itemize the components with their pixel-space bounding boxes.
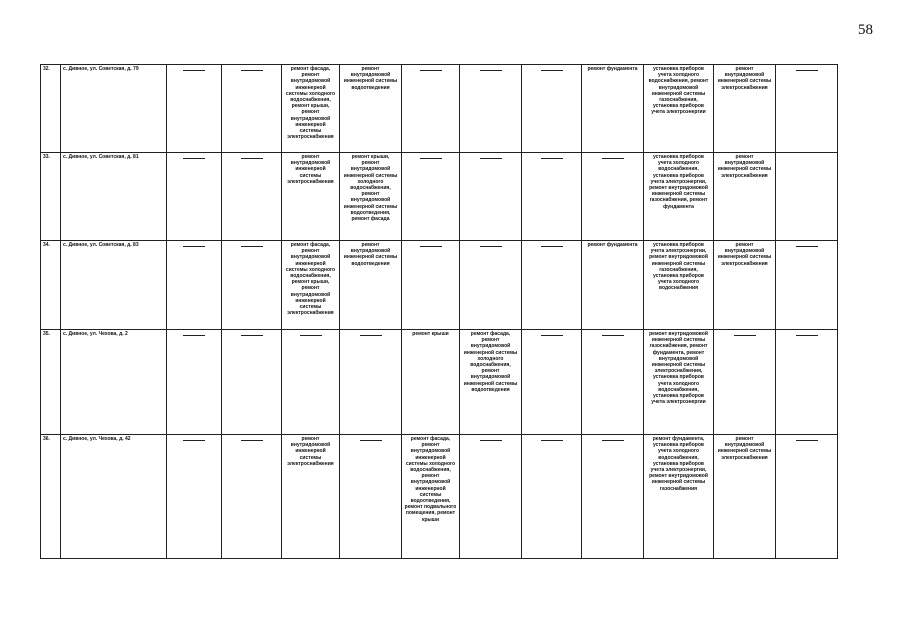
cell-c8 xyxy=(460,153,522,241)
cell-c10 xyxy=(582,65,644,153)
cell-c13 xyxy=(776,65,838,153)
cell-c6 xyxy=(340,330,402,435)
cell-c4 xyxy=(222,241,282,330)
cell-text: 33. xyxy=(43,154,50,160)
cell-c9 xyxy=(522,330,582,435)
cell-text: с. Дивное, ул. Чехова, д. 2 xyxy=(63,331,128,337)
cell-address xyxy=(61,153,167,241)
cell-c4 xyxy=(222,65,282,153)
cell-text: ремонт внутридомовой инженерной системы электроснабжения xyxy=(717,66,772,91)
cell-c9 xyxy=(522,153,582,241)
empty-dash xyxy=(796,70,818,71)
cell-c3 xyxy=(167,153,222,241)
cell-text: ремонт фасада, ремонт внутридомовой инженерной системы холодного водоснабжения, ремонт крыши, ремонт внутридомовой инженерной системы электроснабжения xyxy=(285,66,336,141)
cell-c5 xyxy=(282,330,340,435)
empty-dash xyxy=(183,246,205,247)
empty-dash xyxy=(796,335,818,336)
cell-c13 xyxy=(776,330,838,435)
table-row xyxy=(41,241,838,330)
cell-text: ремонт крыши, ремонт внутридомовой инженерной системы холодного водоснабжения, ремонт внутридомовой инженерной системы водоотведения, ремонт фасада xyxy=(343,154,398,223)
cell-address xyxy=(61,241,167,330)
cell-text: ремонт внутридомовой инженерной системы электроснабжения xyxy=(717,242,772,267)
cell-address xyxy=(61,65,167,153)
cell-c12 xyxy=(714,65,776,153)
empty-dash xyxy=(420,246,442,247)
cell-text: 36. xyxy=(43,436,50,442)
cell-text: ремонт внутридомовой инженерной системы водоотведения xyxy=(343,66,398,91)
cell-c8 xyxy=(460,65,522,153)
cell-text: установка приборов учета электроэнергии, ремонт внутридомовой инженерной системы газоснабжения, установка приборов учета холодного водоснабжения xyxy=(649,242,708,292)
cell-c3 xyxy=(167,65,222,153)
cell-text: с. Дивное, ул. Советская, д. 83 xyxy=(63,242,139,248)
cell-c7 xyxy=(402,65,460,153)
table-row xyxy=(41,153,838,241)
cell-c10 xyxy=(582,153,644,241)
cell-c12 xyxy=(714,435,776,559)
cell-c3 xyxy=(167,241,222,330)
empty-dash xyxy=(734,335,756,336)
cell-c5 xyxy=(282,435,340,559)
empty-dash xyxy=(241,335,263,336)
empty-dash xyxy=(360,440,382,441)
cell-c13 xyxy=(776,435,838,559)
cell-c8 xyxy=(460,435,522,559)
cell-c7 xyxy=(402,435,460,559)
cell-c9 xyxy=(522,241,582,330)
empty-dash xyxy=(420,70,442,71)
cell-text: с. Дивное, ул. Чехова, д. 42 xyxy=(63,436,131,442)
cell-c12 xyxy=(714,330,776,435)
cell-c6 xyxy=(340,241,402,330)
cell-text: 35. xyxy=(43,331,50,337)
cell-text: ремонт фасада, ремонт внутридомовой инженерной системы холодного водоснабжения, ремонт крыши, ремонт внутридомовой инженерной системы электроснабжения xyxy=(285,242,336,317)
empty-dash xyxy=(241,70,263,71)
cell-c9 xyxy=(522,435,582,559)
empty-dash xyxy=(480,246,502,247)
cell-c3 xyxy=(167,435,222,559)
cell-text: ремонт внутридомовой инженерной системы электроснабжения xyxy=(717,154,772,179)
cell-c6 xyxy=(340,65,402,153)
cell-text: ремонт внутридомовой инженерной системы электроснабжения xyxy=(717,436,772,461)
empty-dash xyxy=(541,335,563,336)
table-row xyxy=(41,435,838,559)
repair-schedule-table xyxy=(40,64,838,559)
cell-c12 xyxy=(714,241,776,330)
empty-dash xyxy=(241,246,263,247)
cell-c5 xyxy=(282,65,340,153)
empty-dash xyxy=(480,158,502,159)
cell-text: 34. xyxy=(43,242,50,248)
cell-c11 xyxy=(644,241,714,330)
cell-text: ремонт фасада, ремонт внутридомовой инженерной системы холодного водоснабжения, ремонт внутридомовой инженерной системы водоотведения xyxy=(463,331,518,393)
cell-text: ремонт внутридомовой инженерной системы электроснабжения xyxy=(287,154,334,185)
cell-c8 xyxy=(460,330,522,435)
empty-dash xyxy=(602,440,624,441)
empty-dash xyxy=(541,440,563,441)
cell-num xyxy=(41,330,61,435)
cell-c10 xyxy=(582,330,644,435)
cell-text: ремонт фасада, ремонт внутридомовой инженерной системы холодного водоснабжения, ремонт внутридомовой инженерной системы водоотведения, ремонт подвального помещения, ремонт крыши xyxy=(404,436,457,523)
cell-address xyxy=(61,330,167,435)
cell-c13 xyxy=(776,153,838,241)
empty-dash xyxy=(602,335,624,336)
cell-c8 xyxy=(460,241,522,330)
cell-num xyxy=(41,241,61,330)
cell-c10 xyxy=(582,435,644,559)
cell-c11 xyxy=(644,435,714,559)
empty-dash xyxy=(602,158,624,159)
page-number: 58 xyxy=(858,22,873,38)
empty-dash xyxy=(541,70,563,71)
cell-address xyxy=(61,435,167,559)
cell-c4 xyxy=(222,330,282,435)
table-row xyxy=(41,330,838,435)
cell-text: ремонт внутридомовой инженерной системы электроснабжения xyxy=(287,436,334,467)
cell-c11 xyxy=(644,65,714,153)
cell-num xyxy=(41,65,61,153)
cell-text: установка приборов учета холодного водоснабжения, установка приборов учета электроэнергии, ремонт внутридомовой инженерной системы газоснабжения, ремонт фундамента xyxy=(649,154,708,210)
cell-c12 xyxy=(714,153,776,241)
cell-c6 xyxy=(340,153,402,241)
cell-c10 xyxy=(582,241,644,330)
empty-dash xyxy=(183,440,205,441)
empty-dash xyxy=(183,70,205,71)
cell-c9 xyxy=(522,65,582,153)
cell-c5 xyxy=(282,153,340,241)
table-body xyxy=(41,65,838,559)
table-row xyxy=(41,65,838,153)
empty-dash xyxy=(420,158,442,159)
cell-text: ремонт фундамента, установка приборов учета холодного водоснабжения, установка приборов учета электроэнергии, ремонт внутридомовой инженерной системы газоснабжения xyxy=(649,436,708,492)
empty-dash xyxy=(183,335,205,336)
cell-c7 xyxy=(402,241,460,330)
cell-c7 xyxy=(402,153,460,241)
cell-c6 xyxy=(340,435,402,559)
cell-c4 xyxy=(222,153,282,241)
cell-num xyxy=(41,153,61,241)
cell-c13 xyxy=(776,241,838,330)
cell-text: ремонт фундамента xyxy=(587,242,638,248)
empty-dash xyxy=(183,158,205,159)
cell-c7 xyxy=(402,330,460,435)
empty-dash xyxy=(241,158,263,159)
empty-dash xyxy=(796,246,818,247)
cell-text: ремонт внутридомовой инженерной системы водоотведения xyxy=(343,242,398,267)
cell-text: 32. xyxy=(43,66,50,72)
cell-c4 xyxy=(222,435,282,559)
cell-c11 xyxy=(644,330,714,435)
empty-dash xyxy=(541,246,563,247)
empty-dash xyxy=(480,70,502,71)
cell-num xyxy=(41,435,61,559)
cell-text: ремонт фундамента xyxy=(587,66,638,72)
cell-text: установка приборов учета холодного водоснабжения, ремонт внутридомовой инженерной системы газоснабжения, установка приборов учета электроэнергии xyxy=(648,66,709,116)
cell-text: с. Дивное, ул. Советская, д. 79 xyxy=(63,66,139,72)
cell-c5 xyxy=(282,241,340,330)
cell-text: ремонт внутридомовой инженерной системы газоснабжения, ремонт фундамента, ремонт внутридомовой инженерной системы электроснабжения, установка приборов учета холодного водоснабжения, установка приборов учета электроэнергии xyxy=(649,331,708,406)
empty-dash xyxy=(360,335,382,336)
cell-text: с. Дивное, ул. Советская, д. 81 xyxy=(63,154,139,160)
cell-c3 xyxy=(167,330,222,435)
cell-text: ремонт крыши xyxy=(412,331,449,337)
empty-dash xyxy=(241,440,263,441)
empty-dash xyxy=(480,440,502,441)
empty-dash xyxy=(796,440,818,441)
empty-dash xyxy=(300,335,322,336)
cell-c11 xyxy=(644,153,714,241)
empty-dash xyxy=(541,158,563,159)
